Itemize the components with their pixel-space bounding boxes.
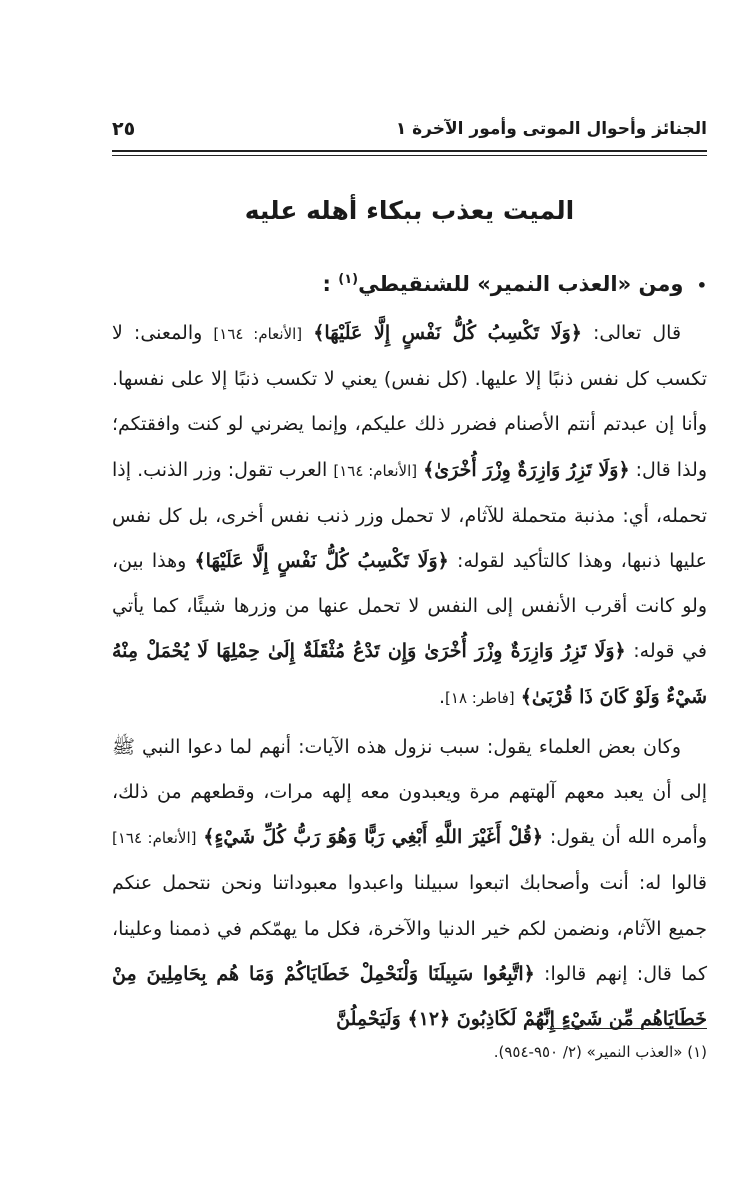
text-run: [302, 322, 313, 344]
footnote-rule: [547, 1028, 707, 1029]
quran-verse: ﴿اتَّبِعُوا سَبِيلَنَا وَلْنَحْمِلْ خَطَايَاكُمْ وَمَا هُم بِحَامِلِينَ مِنْ خَطَايَاهُم مِّن شَيْءٍ إِنَّهُمْ لَكَاذِبُونَ ﴿١٢﴾ وَلَيَحْمِلُنَّ: [112, 962, 707, 1031]
text-run: العرب تقول: وزر الذنب. إذا تحمله، أي: مذنبة متحملة للآثام، لا تحمل وزر ذنب نفس أخرى، بل كل نفس عليها ذنبها، وهذا كالتأكيد لقوله:: [112, 458, 707, 573]
paragraph: [112, 311, 707, 721]
text-run: .: [439, 685, 446, 708]
section-title: الميت يعذب ببكاء أهله عليه: [244, 196, 575, 225]
quran-verse: ﴿وَلَا تَزِرُ وَازِرَةٌ وِزْرَ أُخْرَىٰ وَإِن تَدْعُ مُثْقَلَةٌ إِلَىٰ حِمْلِهَا لَا يُحْمَلْ مِنْهُ شَيْءٌ وَلَوْ كَانَ ذَا قُرْبَىٰ﴾: [112, 640, 707, 708]
bullet-icon: •: [696, 276, 707, 295]
text-run: قال تعالى:: [581, 322, 682, 344]
text-run: قالوا له: أنت وأصحابك اتبعوا سبيلنا واعبدوا معبوداتنا ونحن نتحمل عنكم جميع الآثام، ونضمن لكم خير الدنيا والآخرة، فكل ما يهمّكم في ذممنا وعلينا، كما قال: إنهم قالوا:: [112, 872, 707, 985]
verse-reference: [الأنعام: ١٦٤]: [213, 325, 303, 343]
header-rule-thin: [112, 155, 707, 156]
footnote: (١) «العذب النمير» (٢/ ٩٥٠-٩٥٤).: [493, 1043, 707, 1061]
paragraph: [112, 725, 707, 1042]
quran-verse: ﴿وَلَا تَكْسِبُ كُلُّ نَفْسٍ إِلَّا عَلَيْهَا﴾: [194, 550, 449, 573]
verse-reference: [فاطر: ١٨]: [445, 688, 515, 707]
running-title: الجنائز وأحوال الموتى وأمور الآخرة ١: [395, 119, 707, 139]
text-run: وهذا بين، ولو كانت أقرب الأنفس إلى النفس لا تحمل عنها من وزرها شيئًا، كما يأتي في قوله:: [112, 550, 707, 663]
source-text: ومن «العذب النمير» للشنقيطي: [358, 272, 684, 296]
header-rule: [112, 150, 707, 152]
body-text: [112, 311, 707, 1042]
verse-reference: [الأنعام: ١٦٤]: [112, 829, 197, 848]
page-number: ٢٥: [112, 118, 136, 140]
source-heading: [112, 260, 707, 306]
quran-verse: ﴿قُلْ أَغَيْرَ اللَّهِ أَبْغِي رَبًّا وَهُوَ رَبُّ كُلِّ شَيْءٍ﴾: [203, 826, 544, 849]
text-run: والمعنى: لا تكسب كل نفس ذنبًا إلا عليها. (كل نفس) يعني لا تكسب ذنبًا إلا على نفسها. وأنا إن عبدتم أنتم الأصنام فضرر ذلك عليكم، وإنما يضرني لو كنت وافقتكم؛ ولذا قال:: [112, 322, 708, 481]
footnote-marker: (١): [338, 272, 359, 287]
quran-verse: ﴿وَلَا تَزِرُ وَازِرَةٌ وِزْرَ أُخْرَىٰ﴾: [423, 458, 630, 481]
running-header: [112, 112, 707, 146]
quran-verse: ﴿وَلَا تَكْسِبُ كُلُّ نَفْسٍ إِلَّا عَلَيْهَا﴾: [313, 322, 582, 344]
source-colon: :: [322, 272, 331, 296]
verse-reference: [الأنعام: ١٦٤]: [333, 461, 418, 480]
text-run: وكان بعض العلماء يقول: سبب نزول هذه الآيات: أنهم لما دعوا النبي ﷺ إلى أن يعبد معهم آلهتهم مرة ويعبدون معه إلهه مرات، وقطعهم من ذلك، وأمره الله أن يقول:: [112, 735, 708, 849]
